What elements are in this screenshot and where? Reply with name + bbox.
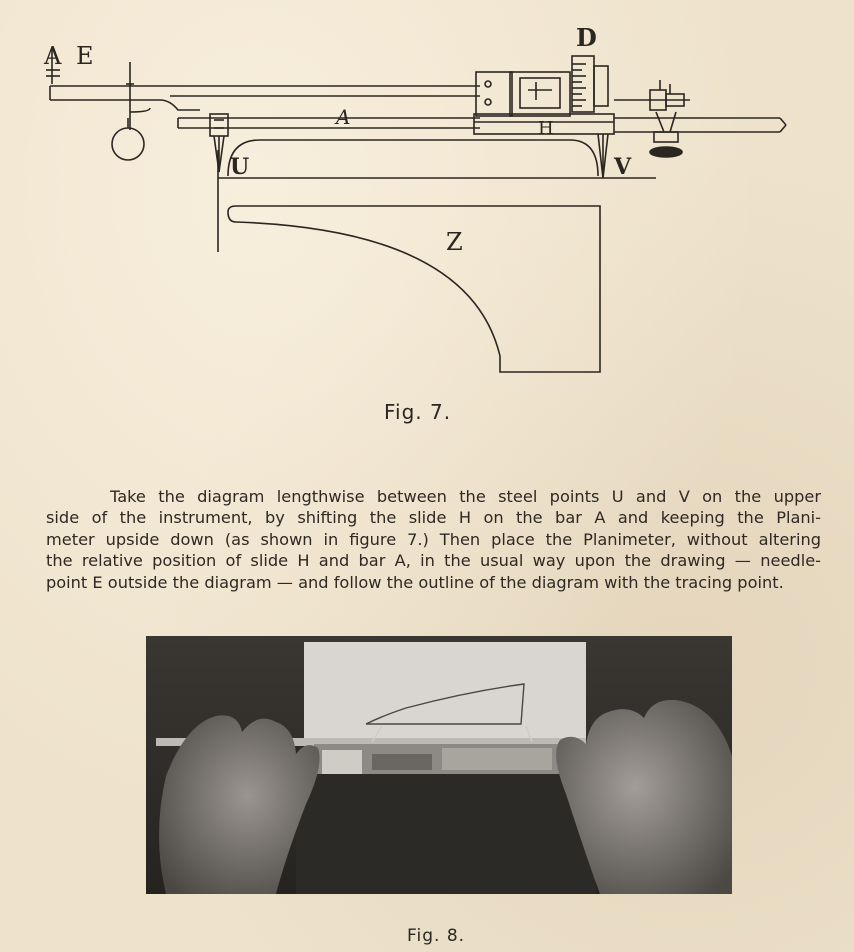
figure-8-photo (146, 636, 732, 894)
figure-8-caption: Fig. 8. (407, 926, 466, 946)
tracing-weight (112, 108, 150, 160)
paragraph-line: meter upside down (as shown in figure 7.) Then place the Planimeter, without altering (46, 529, 821, 549)
scale-d (572, 56, 608, 112)
label-h: H (538, 118, 554, 139)
figure-7-caption: Fig. 7. (384, 400, 452, 424)
instruction-paragraph (46, 486, 821, 593)
label-e: E (76, 42, 94, 70)
figure-7-drawing (0, 0, 854, 400)
paragraph-line: side of the instrument, by shifting the slide H on the bar A and keeping the Plani- (46, 508, 821, 528)
label-d: D (576, 23, 597, 52)
paragraph-line: the relative position of slide H and bar A, in the usual way upon the drawing — needle- (46, 551, 821, 571)
main-bar (50, 86, 480, 110)
point-u-holder (210, 114, 228, 172)
photo-paper (304, 642, 586, 742)
label-u: U (230, 154, 250, 180)
label-z: Z (446, 228, 463, 256)
diagram-z-outline (228, 206, 600, 372)
label-a-bar: A (336, 105, 351, 129)
uv-bracket (228, 140, 598, 176)
paragraph-line: Take the diagram lengthwise between the steel points U and V on the upper (110, 487, 821, 506)
point-v (598, 134, 608, 178)
right-extension (614, 80, 786, 157)
label-a-left: A (44, 42, 62, 70)
label-v: V (614, 154, 632, 180)
paragraph-line: point E outside the diagram — and follow the outline of the diagram with the tracing point. (46, 572, 784, 592)
